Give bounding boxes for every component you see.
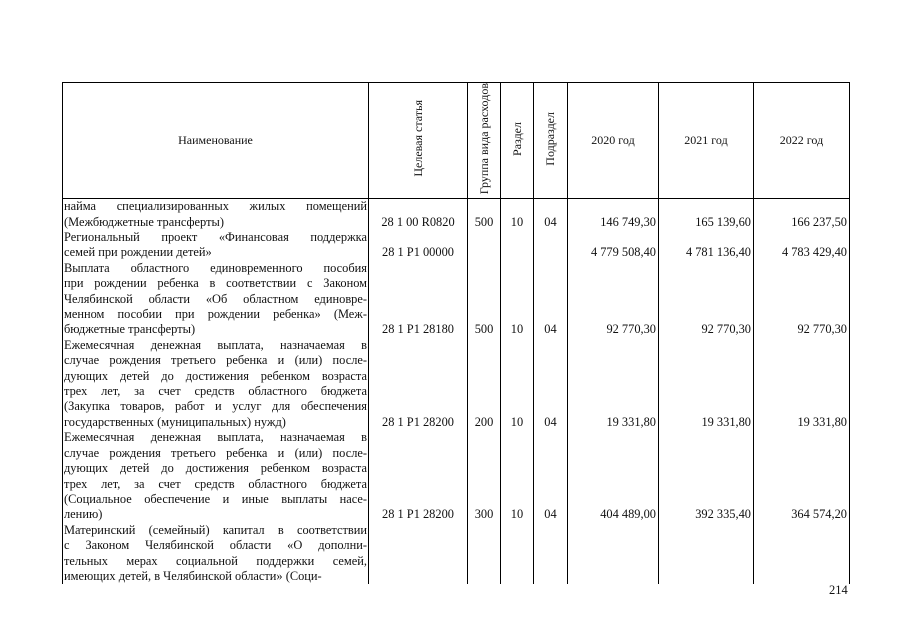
row-section: 10 xyxy=(501,338,534,430)
table-row xyxy=(63,523,850,585)
table-body xyxy=(63,199,850,585)
row-name-line: Региональный проект «Финансовая поддержка xyxy=(64,230,367,244)
row-subsection: 04 xyxy=(534,199,568,230)
row-name-line: Материнский (семейный) капитал в соответствии xyxy=(64,522,367,537)
row-name-line: менном пособии при рождении ребенка» (Меж- xyxy=(64,307,367,322)
row-amount-2022: 92 770,30 xyxy=(754,261,850,338)
budget-table xyxy=(62,82,850,584)
row-amount-2021: 19 331,80 xyxy=(659,338,754,430)
row-subsection xyxy=(534,523,568,585)
row-amount-2022: 364 574,20 xyxy=(754,430,850,522)
header-name: Наименование xyxy=(63,83,369,199)
row-amount-2022: 4 783 429,40 xyxy=(754,230,850,261)
table-row xyxy=(63,199,850,230)
row-target-article: 28 1 P1 28200 xyxy=(369,338,468,430)
row-name-line: с Законом Челябинской области «О дополни- xyxy=(64,538,367,553)
table-row xyxy=(63,261,850,338)
row-section xyxy=(501,523,534,585)
row-amount-2022 xyxy=(754,523,850,585)
row-expense-group: 300 xyxy=(468,430,501,522)
row-name-line: Ежемесячная денежная выплата, назначаемая в xyxy=(64,430,367,445)
row-amount-2022: 166 237,50 xyxy=(754,199,850,230)
page-number: 214 xyxy=(829,583,848,597)
row-amount-2020 xyxy=(568,523,659,585)
row-expense-group xyxy=(468,523,501,585)
row-amount-2021: 4 781 136,40 xyxy=(659,230,754,261)
row-amount-2021: 392 335,40 xyxy=(659,430,754,522)
row-expense-group: 500 xyxy=(468,261,501,338)
row-name-line: лению) xyxy=(64,507,103,522)
row-name-line: семей при рождении детей» xyxy=(64,245,212,260)
row-subsection: 04 xyxy=(534,338,568,430)
row-expense-group: 200 xyxy=(468,338,501,430)
row-target-article: 28 1 P1 28200 xyxy=(369,430,468,522)
row-section: 10 xyxy=(501,199,534,230)
row-section xyxy=(501,230,534,261)
row-name-line: (Закупка товаров, работ и услуг для обеспечения xyxy=(64,399,367,414)
row-expense-group: 500 xyxy=(468,199,501,230)
row-name xyxy=(63,230,369,261)
row-name-line: при рождении ребенка в соответствии с Законом xyxy=(64,276,367,291)
row-name-line: трех лет, за счет средств областного бюджета xyxy=(64,476,367,491)
row-name-line: случае рождения третьего ребенка и (или) после- xyxy=(64,445,367,460)
row-target-article: 28 1 00 R0820 xyxy=(369,199,468,230)
row-section: 10 xyxy=(501,261,534,338)
row-name xyxy=(63,261,369,338)
table-row xyxy=(63,230,850,261)
row-amount-2021: 165 139,60 xyxy=(659,199,754,230)
row-amount-2020: 92 770,30 xyxy=(568,261,659,338)
row-amount-2020: 146 749,30 xyxy=(568,199,659,230)
row-amount-2020: 404 489,00 xyxy=(568,430,659,522)
row-name-line: дующих детей до достижения ребенком возраста xyxy=(64,368,367,383)
row-name xyxy=(63,338,369,430)
row-name-line: бюджетные трансферты) xyxy=(64,322,196,337)
row-name-line: (Межбюджетные трансферты) xyxy=(64,214,224,229)
row-name-line: имеющих детей, в Челябинской области» (Соци- xyxy=(64,568,322,583)
row-name-line: Выплата областного единовременного пособия xyxy=(64,260,367,275)
row-name-line: трех лет, за счет средств областного бюджета xyxy=(64,384,367,399)
row-name-line: тельных мерах социальной поддержки семей, xyxy=(64,553,367,568)
header-2021: 2021 год xyxy=(659,83,754,199)
row-amount-2022: 19 331,80 xyxy=(754,338,850,430)
row-name xyxy=(63,523,369,585)
row-amount-2021 xyxy=(659,523,754,585)
row-name-line: государственных (муниципальных) нужд) xyxy=(64,414,286,429)
row-name-line: случае рождения третьего ребенка и (или) после- xyxy=(64,353,367,368)
table-row xyxy=(63,338,850,430)
header-subsection: Подраздел xyxy=(534,83,568,199)
row-name-line: Челябинской области «Об областном единовре- xyxy=(64,291,367,306)
row-subsection: 04 xyxy=(534,430,568,522)
header-2020: 2020 год xyxy=(568,83,659,199)
row-target-article xyxy=(369,523,468,585)
row-section: 10 xyxy=(501,430,534,522)
row-target-article: 28 1 P1 00000 xyxy=(369,230,468,261)
header-target-article: Целевая статья xyxy=(369,83,468,199)
row-amount-2021: 92 770,30 xyxy=(659,261,754,338)
row-name-line: найма специализированных жилых помещений xyxy=(64,199,367,214)
row-amount-2020: 4 779 508,40 xyxy=(568,230,659,261)
header-2022: 2022 год xyxy=(754,83,850,199)
row-subsection xyxy=(534,230,568,261)
table-row xyxy=(63,430,850,522)
header-section: Раздел xyxy=(501,83,534,199)
row-name-line: дующих детей до достижения ребенком возраста xyxy=(64,461,367,476)
table-header-row xyxy=(63,83,850,199)
row-name-line: (Социальное обеспечение и иные выплаты насе- xyxy=(64,491,367,506)
header-expense-group: Группа вида расходов xyxy=(468,83,501,199)
row-name-line: Ежемесячная денежная выплата, назначаемая в xyxy=(64,337,367,352)
row-subsection: 04 xyxy=(534,261,568,338)
row-target-article: 28 1 P1 28180 xyxy=(369,261,468,338)
row-amount-2020: 19 331,80 xyxy=(568,338,659,430)
row-expense-group xyxy=(468,230,501,261)
row-name xyxy=(63,430,369,522)
row-name xyxy=(63,199,369,230)
